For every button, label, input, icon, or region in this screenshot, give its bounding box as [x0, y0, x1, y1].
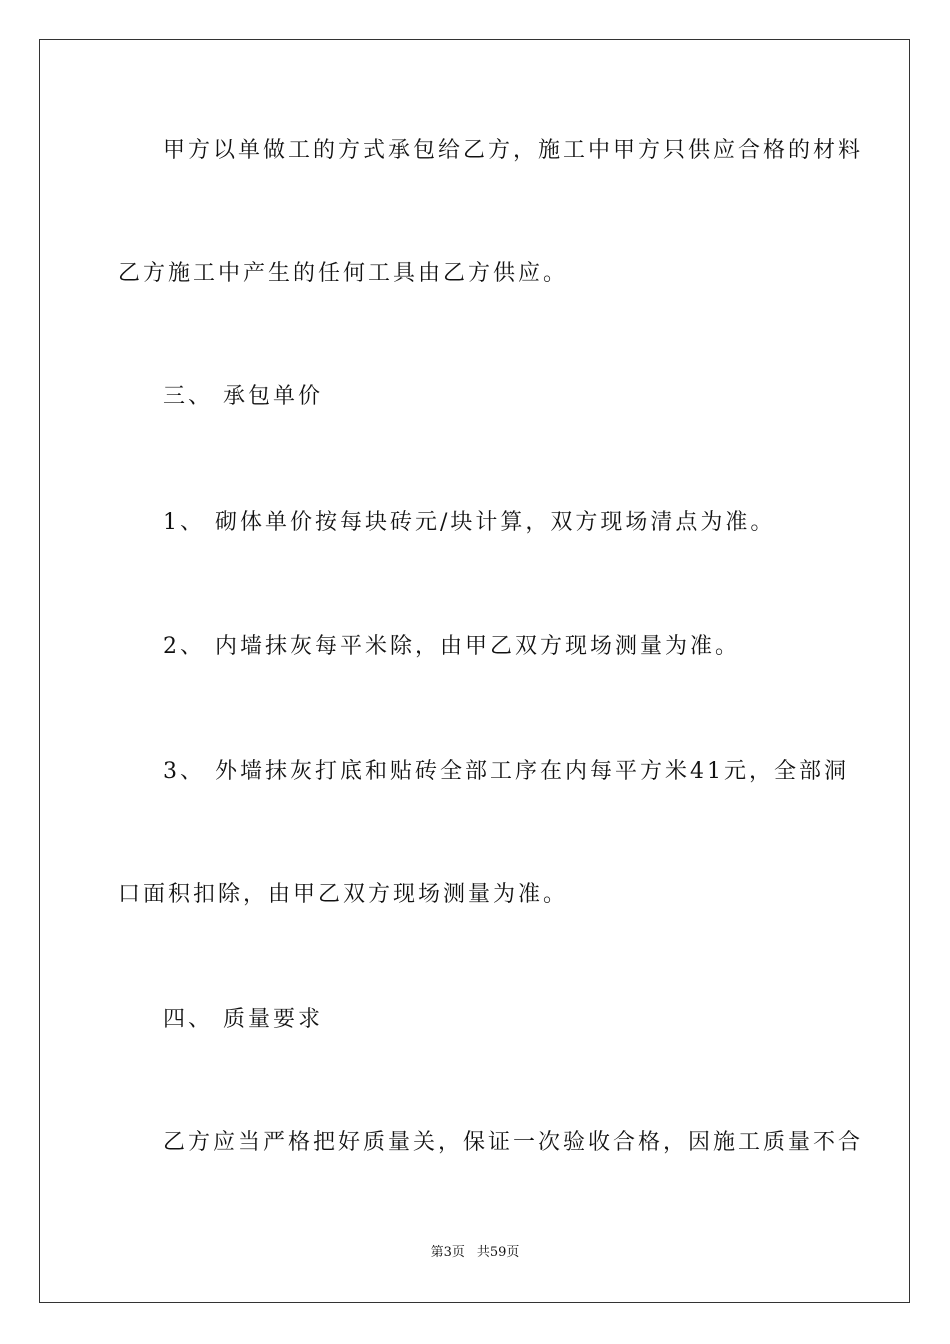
list-item: 3、 外墙抹灰打底和贴砖全部工序在内每平方米41元，全部洞: [163, 759, 849, 784]
page-total: 共59页: [476, 1245, 520, 1260]
section-heading: 三、 承包单价: [163, 384, 323, 409]
page-frame: [39, 39, 910, 1303]
list-item: 1、 砌体单价按每块砖元/块计算，双方现场清点为准。: [163, 510, 776, 535]
page-number: 第3页: [430, 1245, 465, 1260]
paragraph-line: 口面积扣除，由甲乙双方现场测量为准。: [118, 882, 569, 907]
list-item: 2、 内墙抹灰每平米除，由甲乙双方现场测量为准。: [163, 634, 740, 659]
section-heading: 四、 质量要求: [163, 1007, 323, 1032]
paragraph-line: 甲方以单做工的方式承包给乙方，施工中甲方只供应合格的材料: [163, 138, 864, 163]
paragraph-line: 乙方施工中产生的任何工具由乙方供应。: [118, 261, 569, 286]
page-footer: [0, 1243, 950, 1263]
paragraph-line: 乙方应当严格把好质量关，保证一次验收合格，因施工质量不合: [163, 1130, 864, 1155]
